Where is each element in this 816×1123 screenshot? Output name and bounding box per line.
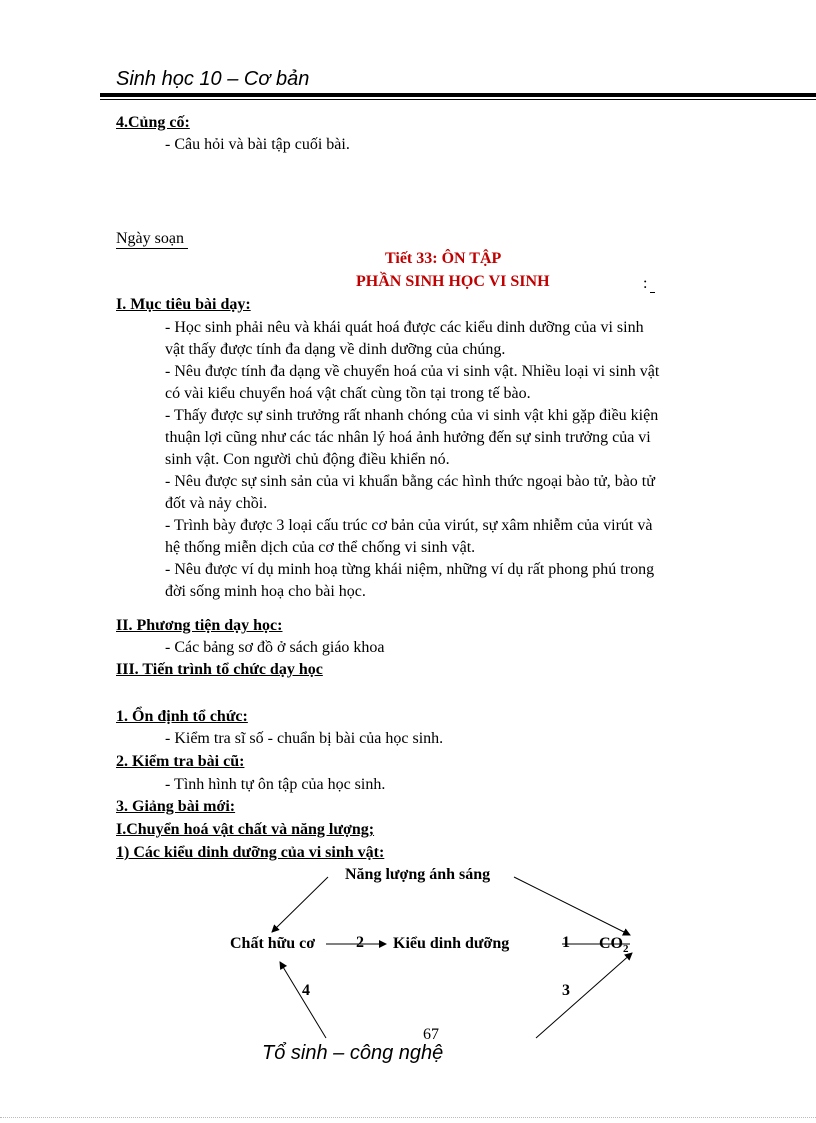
objective-line: thuận lợi cũng như các tác nhân lý hoá ảnh hưởng đến sự sinh trưởng của vi: [165, 429, 651, 446]
objective-line: - Học sinh phải nêu và khái quát hoá được các kiểu dinh dưỡng của vi sinh: [165, 319, 644, 336]
consolidation-item: - Câu hỏi và bài tập cuối bài.: [165, 136, 350, 153]
arrow-4: [280, 962, 326, 1038]
page-number: 67: [423, 1026, 439, 1043]
objective-line: - Nêu được sự sinh sản của vi khuẩn bằng các hình thức ngoại bào tử, bào tử: [165, 473, 655, 490]
step1-item: - Kiểm tra sĩ số - chuẩn bị bài của học sinh.: [165, 730, 444, 747]
step1-heading: 1. Ổn định tổ chức:: [116, 708, 248, 725]
diagram-organic-matter: Chất hữu cơ: [230, 935, 316, 952]
page-footer-title: Tổ sinh – công nghệ: [262, 1042, 444, 1064]
means-heading: II. Phương tiện dạy học:: [116, 617, 283, 634]
step2-item: - Tình hình tự ôn tập của học sinh.: [165, 776, 386, 793]
co2-subscript: 2: [623, 943, 629, 956]
objective-line: - Thấy được sự sinh trưởng rất nhanh chóng của vi sinh vật khi gặp điều kiện: [165, 407, 659, 424]
co2-text: CO: [599, 935, 623, 952]
objective-line: - Nêu được tính đa dạng về chuyển hoá của vi sinh vật. Nhiều loại vi sinh vật: [165, 363, 660, 380]
part1-heading: I.Chuyển hoá vật chất và năng lượng;: [116, 821, 375, 838]
step3-heading: 3. Giảng bài mới:: [116, 798, 236, 815]
objective-line: đời sống minh hoạ cho bài học.: [165, 583, 366, 600]
sub1-heading: 1) Các kiểu dinh dưỡng của vi sinh vật:: [116, 844, 385, 861]
step2-heading: 2. Kiểm tra bài cũ:: [116, 753, 245, 770]
objective-line: sinh vật. Con người chủ động điều khiển nó.: [165, 451, 450, 468]
page-bottom-divider: [0, 1117, 816, 1118]
lesson-subtitle: PHẦN SINH HỌC VI SINH: [356, 273, 550, 290]
objective-line: có vài kiểu chuyển hoá vật chất cùng tồn tại trong tế bào.: [165, 385, 531, 402]
arrow-light-to-co2: [514, 877, 630, 935]
lesson-marker: :: [643, 275, 648, 292]
diagram-label-4: 4: [302, 982, 310, 999]
lesson-title: Tiết 33: ÔN TẬP: [385, 250, 502, 267]
objective-line: - Nêu được ví dụ minh hoạ từng khái niệm, những ví dụ rất phong phú trong: [165, 561, 655, 578]
objectives-heading: I. Mục tiêu bài dạy:: [116, 296, 251, 313]
date-label: Ngày soạn: [116, 230, 188, 249]
diagram-label-1: 1: [562, 934, 570, 951]
arrow-3: [536, 953, 632, 1038]
page-header-title: Sinh học 10 – Cơ bản: [116, 68, 310, 90]
diagram-label-2: 2: [356, 934, 364, 951]
objective-line: đốt và nảy chồi.: [165, 495, 268, 512]
diagram-label-3: 3: [562, 982, 570, 999]
objective-line: hệ thống miễn dịch của cơ thể chống vi sinh vật.: [165, 539, 476, 556]
objective-line: - Trình bày được 3 loại cấu trúc cơ bản của virút, sự xâm nhiễm của virút và: [165, 517, 653, 534]
objective-line: vật thấy được tính đa dạng về dinh dưỡng của chúng.: [165, 341, 506, 358]
process-heading: III. Tiến trình tổ chức dạy học: [116, 661, 323, 678]
arrow-light-to-organic: [272, 877, 328, 932]
diagram-nutrition-mode: Kiểu dinh dưỡng: [393, 935, 510, 952]
consolidation-heading: 4.Củng cố:: [116, 114, 190, 131]
means-item: - Các bảng sơ đồ ở sách giáo khoa: [165, 639, 385, 656]
diagram-light-energy: Năng lượng ánh sáng: [345, 866, 491, 883]
diagram-co2: [599, 935, 629, 955]
